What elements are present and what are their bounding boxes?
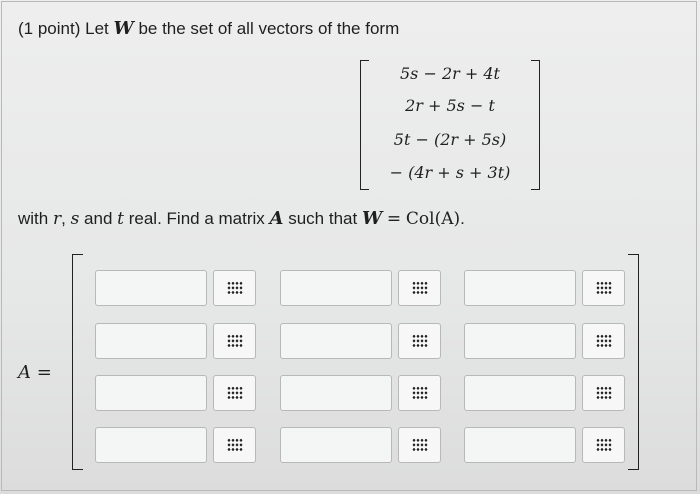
matrix-cell (280, 375, 441, 413)
matrix-grid-icon (227, 334, 243, 348)
matrix-cell (95, 427, 256, 465)
vector-form (360, 60, 540, 190)
matrix-symbol: A (269, 208, 284, 229)
matrix-grid-icon (227, 281, 243, 295)
comma: , (61, 209, 66, 228)
matrix-entry-input[interactable] (95, 270, 207, 306)
set-symbol: W (113, 18, 134, 39)
var-r: r (52, 209, 62, 229)
matrix-entry-button[interactable] (582, 270, 625, 306)
matrix-entry-input[interactable] (95, 375, 207, 411)
matrix-entry-button[interactable] (213, 270, 256, 306)
matrix-entry-input[interactable] (280, 427, 392, 463)
and-text: and (84, 209, 113, 228)
matrix-grid-icon (596, 281, 612, 295)
matrix-grid-icon (412, 438, 428, 452)
condition-statement (18, 208, 465, 229)
problem-frame (1, 1, 697, 491)
matrix-entry-input[interactable] (95, 427, 207, 463)
intro-text: Let (85, 19, 109, 38)
matrix-grid-icon (412, 334, 428, 348)
matrix-cell (464, 270, 625, 308)
matrix-right-bracket (628, 254, 639, 470)
matrix-cell (95, 375, 256, 413)
matrix-entry-button[interactable] (398, 427, 441, 463)
matrix-cell (464, 323, 625, 361)
matrix-grid-icon (596, 438, 612, 452)
matrix-grid-icon (412, 281, 428, 295)
matrix-grid-icon (227, 386, 243, 400)
col-a: Col(A) (405, 209, 461, 229)
matrix-entry-button[interactable] (582, 375, 625, 411)
vector-row: 5s − 2r + 4t (400, 64, 500, 83)
matrix-grid-icon (596, 386, 612, 400)
matrix-entry-button[interactable] (398, 270, 441, 306)
w-symbol: W (361, 208, 383, 229)
var-s: s (70, 209, 80, 229)
matrix-cell (464, 427, 625, 465)
var-t: t (117, 209, 124, 229)
matrix-cell (280, 427, 441, 465)
equals-sign: = (386, 209, 402, 229)
matrix-entry-input[interactable] (280, 375, 392, 411)
such-that-text: such that (288, 209, 358, 228)
matrix-cell (95, 323, 256, 361)
matrix-entry-input[interactable] (280, 270, 392, 306)
problem-statement (18, 18, 399, 39)
matrix-entry-input[interactable] (95, 323, 207, 359)
matrix-cell (464, 375, 625, 413)
matrix-entry-input[interactable] (280, 323, 392, 359)
matrix-entry-input[interactable] (464, 375, 576, 411)
matrix-entry-button[interactable] (582, 427, 625, 463)
matrix-cell (280, 270, 441, 308)
with-text: with (18, 209, 49, 228)
matrix-grid-icon (596, 334, 612, 348)
matrix-cell (95, 270, 256, 308)
matrix-entry-input[interactable] (464, 270, 576, 306)
matrix-entry-button[interactable] (213, 427, 256, 463)
matrix-grid-icon (227, 438, 243, 452)
intro-rest: be the set of all vectors of the form (138, 19, 400, 38)
period: . (460, 209, 465, 228)
matrix-entry-button[interactable] (213, 375, 256, 411)
matrix-entry-button[interactable] (582, 323, 625, 359)
vector-row: 2r + 5s − t (405, 96, 495, 115)
real-text: real. Find a matrix (128, 209, 265, 228)
matrix-cell (280, 323, 441, 361)
matrix-entry-button[interactable] (213, 323, 256, 359)
matrix-entry-button[interactable] (398, 375, 441, 411)
matrix-left-bracket (72, 254, 83, 470)
matrix-entry-input[interactable] (464, 427, 576, 463)
vector-row: 5t − (2r + 5s) (393, 130, 507, 149)
matrix-grid-icon (412, 386, 428, 400)
matrix-entry-input[interactable] (464, 323, 576, 359)
vector-row: − (4r + s + 3t) (389, 163, 511, 182)
points-label: (1 point) (18, 19, 81, 38)
matrix-entry-button[interactable] (398, 323, 441, 359)
matrix-label: A = (18, 362, 52, 383)
